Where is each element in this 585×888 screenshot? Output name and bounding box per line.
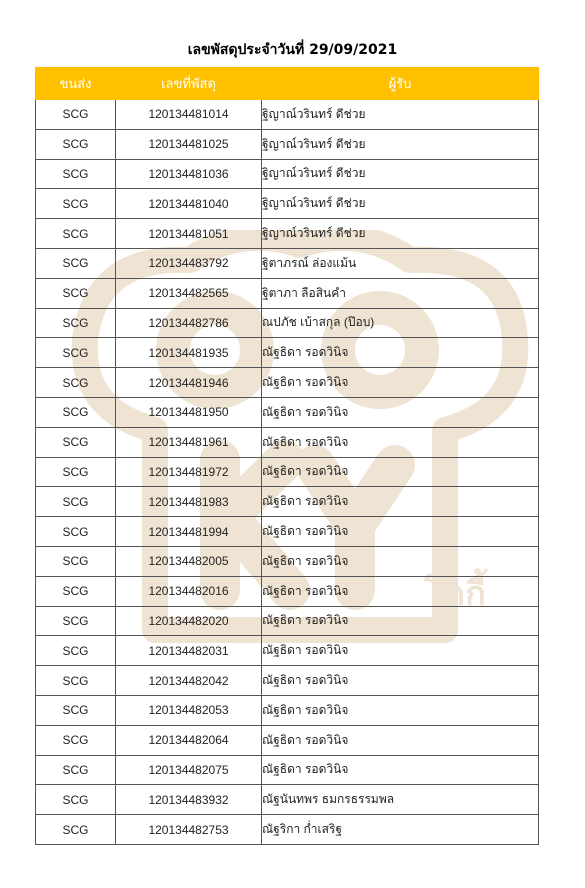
recipient-cell: ณปภัช เบ้าสกุล (ป๊อบ): [262, 308, 539, 338]
table-row: [36, 487, 539, 517]
carrier-cell: SCG: [36, 308, 116, 338]
tracking-number-cell: 120134481950: [116, 397, 262, 427]
tracking-number-cell: 120134482005: [116, 546, 262, 576]
table-row: [36, 368, 539, 398]
table-row: [36, 457, 539, 487]
carrier-cell: SCG: [36, 159, 116, 189]
recipient-cell: ณัฐธิดา รอดวินิจ: [262, 755, 539, 785]
recipient-cell: ณัฐธิดา รอดวินิจ: [262, 606, 539, 636]
table-row: [36, 189, 539, 219]
tracking-number-cell: 120134481051: [116, 219, 262, 249]
tracking-number-cell: 120134481961: [116, 427, 262, 457]
recipient-cell: ณัฐริกา ก่ำเสริฐ: [262, 815, 539, 845]
tracking-number-cell: 120134481935: [116, 338, 262, 368]
carrier-cell: SCG: [36, 606, 116, 636]
table-header-row: [36, 68, 539, 100]
recipient-cell: ณัฐธิดา รอดวินิจ: [262, 487, 539, 517]
carrier-cell: SCG: [36, 100, 116, 130]
carrier-cell: SCG: [36, 576, 116, 606]
carrier-cell: SCG: [36, 785, 116, 815]
tracking-number-cell: 120134482565: [116, 278, 262, 308]
recipient-cell: ณัฐธิดา รอดวินิจ: [262, 546, 539, 576]
tracking-number-cell: 120134482016: [116, 576, 262, 606]
tracking-number-cell: 120134482020: [116, 606, 262, 636]
table-row: [36, 129, 539, 159]
recipient-cell: ณัฐธิดา รอดวินิจ: [262, 397, 539, 427]
column-header-tracking: เลขที่พัสดุ: [116, 68, 262, 100]
tracking-number-cell: 120134481025: [116, 129, 262, 159]
table-row: [36, 248, 539, 278]
carrier-cell: SCG: [36, 219, 116, 249]
table-row: [36, 278, 539, 308]
table-row: [36, 546, 539, 576]
tracking-number-cell: 120134483792: [116, 248, 262, 278]
recipient-cell: ฐิตาภา ลือสินคำ: [262, 278, 539, 308]
carrier-cell: SCG: [36, 189, 116, 219]
recipient-cell: ณัฐธิดา รอดวินิจ: [262, 725, 539, 755]
recipient-cell: ณัฐธิดา รอดวินิจ: [262, 666, 539, 696]
recipient-cell: ณัฐธิดา รอดวินิจ: [262, 576, 539, 606]
carrier-cell: SCG: [36, 338, 116, 368]
recipient-cell: ฐิตาภรณ์ ล่องแม้น: [262, 248, 539, 278]
carrier-cell: SCG: [36, 517, 116, 547]
page-title: เลขพัสดุประจำวันที่ 29/09/2021: [187, 42, 398, 58]
recipient-cell: ฐิญาณ์วรินทร์ ดีช่วย: [262, 159, 539, 189]
carrier-cell: SCG: [36, 248, 116, 278]
tracking-number-cell: 120134482075: [116, 755, 262, 785]
carrier-cell: SCG: [36, 278, 116, 308]
carrier-cell: SCG: [36, 397, 116, 427]
table-row: [36, 100, 539, 130]
tracking-number-cell: 120134483932: [116, 785, 262, 815]
recipient-cell: ณัฐธิดา รอดวินิจ: [262, 517, 539, 547]
table-row: [36, 755, 539, 785]
tracking-number-cell: 120134481972: [116, 457, 262, 487]
tracking-number-cell: 120134481036: [116, 159, 262, 189]
watermark-text: โคกี้: [424, 574, 486, 614]
carrier-cell: SCG: [36, 427, 116, 457]
table-row: [36, 695, 539, 725]
tracking-number-cell: 120134482753: [116, 815, 262, 845]
tracking-number-cell: 120134481983: [116, 487, 262, 517]
table-row: [36, 725, 539, 755]
carrier-cell: SCG: [36, 129, 116, 159]
recipient-cell: ณัฐนันทพร ธมกรธรรมพล: [262, 785, 539, 815]
carrier-cell: SCG: [36, 546, 116, 576]
tracking-number-cell: 120134482053: [116, 695, 262, 725]
recipient-cell: ณัฐธิดา รอดวินิจ: [262, 636, 539, 666]
table-row: [36, 666, 539, 696]
table-row: [36, 308, 539, 338]
recipient-cell: ฐิญาณ์วรินทร์ ดีช่วย: [262, 129, 539, 159]
table-row: [36, 517, 539, 547]
table-row: [36, 636, 539, 666]
table-row: [36, 785, 539, 815]
recipient-cell: ณัฐธิดา รอดวินิจ: [262, 457, 539, 487]
column-header-recipient: ผู้รับ: [262, 68, 539, 100]
carrier-cell: SCG: [36, 368, 116, 398]
table-row: [36, 219, 539, 249]
tracking-number-cell: 120134481946: [116, 368, 262, 398]
table-row: [36, 338, 539, 368]
table-row: [36, 815, 539, 845]
carrier-cell: SCG: [36, 815, 116, 845]
table-row: [36, 576, 539, 606]
carrier-cell: SCG: [36, 487, 116, 517]
recipient-cell: ณัฐธิดา รอดวินิจ: [262, 427, 539, 457]
recipient-cell: ฐิญาณ์วรินทร์ ดีช่วย: [262, 219, 539, 249]
carrier-cell: SCG: [36, 725, 116, 755]
tracking-number-cell: 120134481014: [116, 100, 262, 130]
tracking-number-cell: 120134481994: [116, 517, 262, 547]
tracking-number-cell: 120134482064: [116, 725, 262, 755]
recipient-cell: ณัฐธิดา รอดวินิจ: [262, 695, 539, 725]
carrier-cell: SCG: [36, 666, 116, 696]
table-row: [36, 397, 539, 427]
recipient-cell: ณัฐธิดา รอดวินิจ: [262, 368, 539, 398]
column-header-carrier: ขนส่ง: [36, 68, 116, 100]
tracking-number-cell: 120134482031: [116, 636, 262, 666]
carrier-cell: SCG: [36, 695, 116, 725]
carrier-cell: SCG: [36, 457, 116, 487]
parcel-table: [35, 67, 539, 845]
table-row: [36, 427, 539, 457]
tracking-number-cell: 120134482042: [116, 666, 262, 696]
recipient-cell: ฐิญาณ์วรินทร์ ดีช่วย: [262, 100, 539, 130]
table-row: [36, 606, 539, 636]
table-row: [36, 159, 539, 189]
carrier-cell: SCG: [36, 636, 116, 666]
tracking-number-cell: 120134482786: [116, 308, 262, 338]
tracking-number-cell: 120134481040: [116, 189, 262, 219]
carrier-cell: SCG: [36, 755, 116, 785]
recipient-cell: ฐิญาณ์วรินทร์ ดีช่วย: [262, 189, 539, 219]
recipient-cell: ณัฐธิดา รอดวินิจ: [262, 338, 539, 368]
